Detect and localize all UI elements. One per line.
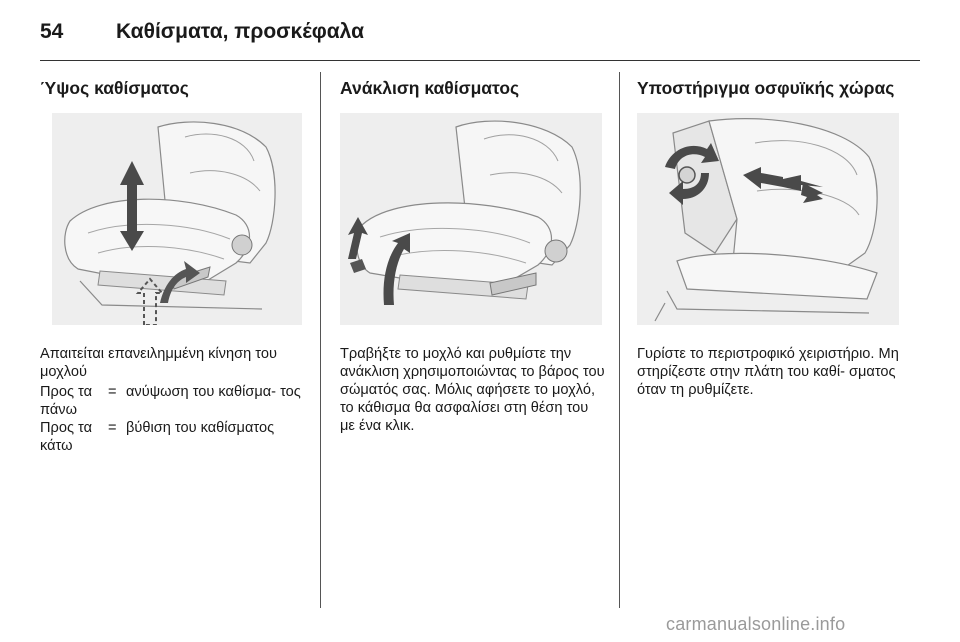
spec-list bbox=[40, 383, 306, 455]
section-lumbar-support bbox=[637, 78, 903, 399]
spec-row bbox=[40, 383, 306, 419]
section-seat-height bbox=[40, 78, 306, 455]
spec-row bbox=[40, 419, 306, 455]
lumbar-support-illustration bbox=[637, 113, 899, 325]
spec-equals: = bbox=[108, 384, 117, 400]
watermark: carmanualsonline.info bbox=[666, 614, 846, 634]
column-divider bbox=[320, 72, 321, 608]
seat-tilt-illustration bbox=[340, 113, 602, 325]
section-text: Γυρίστε το περιστροφικό χειριστήριο. Μη στηρίζεστε στην πλάτη του καθί- σματος όταν τη ρυθμίζετε. bbox=[637, 346, 899, 398]
seat-height-illustration bbox=[40, 113, 302, 325]
section-text: Τραβήξτε το μοχλό και ρυθμίστε την ανάκλιση χρησιμοποιώντας το βάρος του σώματός σας. Μόλις αφήσετε το μοχλό, το κάθισμα θα ασφαλίσει στη θέση του με ένα κλικ. bbox=[340, 346, 605, 434]
section-text: Απαιτείται επανειλημμένη κίνηση του μοχλού bbox=[40, 346, 277, 380]
spec-key: Προς τα πάνω bbox=[40, 384, 93, 418]
spec-value: ανύψωση του καθίσμα- τος bbox=[126, 384, 301, 400]
column-divider bbox=[619, 72, 620, 608]
seat-height-illustration-svg bbox=[40, 113, 302, 325]
chapter-title: Καθίσματα, προσκέφαλα bbox=[116, 20, 364, 43]
seat-tilt-illustration-svg bbox=[340, 113, 602, 325]
section-title: Ανάκλιση καθίσματος bbox=[340, 78, 520, 98]
lumbar-support-illustration-svg bbox=[637, 113, 899, 325]
section-title: Υποστήριγμα οσφυϊκής χώρας bbox=[637, 78, 895, 98]
spec-equals: = bbox=[108, 420, 117, 436]
header-rule bbox=[40, 60, 920, 61]
section-seat-tilt bbox=[340, 78, 606, 435]
section-title: Ύψος καθίσματος bbox=[40, 78, 189, 98]
spec-value: βύθιση του καθίσματος bbox=[126, 420, 275, 436]
page-number: 54 bbox=[40, 20, 64, 43]
spec-key: Προς τα κάτω bbox=[40, 420, 93, 454]
